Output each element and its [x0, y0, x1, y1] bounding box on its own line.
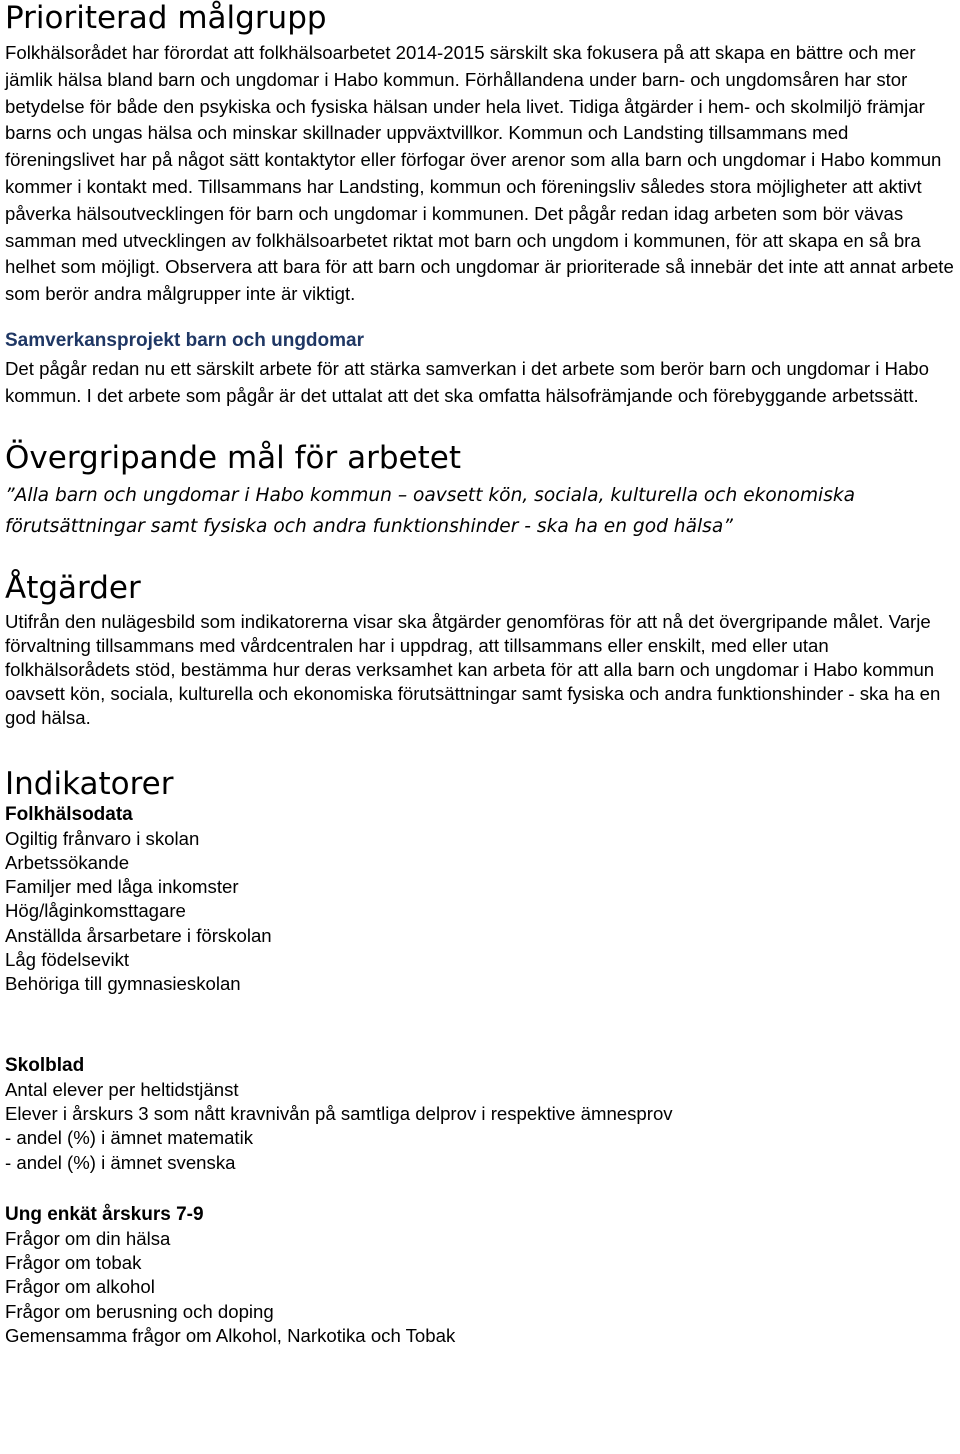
indicator-group-title: Skolblad	[5, 1054, 85, 1076]
list-item: - andel (%) i ämnet svenska	[5, 1151, 236, 1173]
indicator-list	[5, 827, 954, 997]
heading-prioriterad-malgrupp: Prioriterad målgrupp	[5, 0, 327, 36]
list-item: Elever i årskurs 3 som nått kravnivån på samtliga delprov i respektive ämnesprov	[5, 1102, 673, 1124]
list-item: Antal elever per heltidstjänst	[5, 1078, 239, 1100]
list-item: Hög/låginkomsttagare	[5, 900, 186, 922]
list-item: Familjer med låga inkomster	[5, 876, 239, 898]
heading-atgarder: Åtgärder	[5, 569, 141, 606]
goal-statement: ”Alla barn och ungdomar i Habo kommun – oavsett kön, sociala, kulturella och ekonomiska förutsättningar samt fysiska och andra funktionshinder - ska ha en god hälsa”	[5, 484, 856, 537]
indicator-list	[5, 1227, 954, 1348]
paragraph-prioriterad: Folkhälsorådet har förordat att folkhälsoarbetet 2014-2015 särskilt ska fokusera på att skapa en bättre och mer jämlik hälsa bland barn och ungdomar i Habo kommun. Förhållandena under barn- och ungdomsåren har stor betydelse för både den psykiska och fysiska hälsan under hela livet. Tidiga åtgärder i hem- och skolmiljö främjar barns och ungas hälsa och minskar skillnader uppväxtvillkor. Kommun och Landsting tillsammans med föreningslivet har på något sätt kontaktytor eller förfogar över arenor som alla barn och ungdomar i Habo kommun kommer i kontakt med. Tillsammans har Landsting, kommun och föreningsliv således stora möjligheter att aktivt påverka hälsoutvecklingen för barn och ungdomar i kommunen. Det pågår redan idag arbeten som bör vävas samman med utvecklingen av folkhälsoarbetet riktat mot barn och ungdom i kommunen, för att skapa en så bra helhet som möjligt. Observera att bara för att barn och ungdomar är prioriterade så innebär det inte att annat arbete som berör andra målgrupper inte är viktigt.	[5, 42, 954, 305]
list-item: Frågor om berusning och doping	[5, 1300, 274, 1322]
list-item: - andel (%) i ämnet matematik	[5, 1127, 254, 1149]
list-item: Arbetssökande	[5, 851, 130, 873]
heading-indikatorer: Indikatorer	[5, 765, 174, 802]
list-item: Ogiltig frånvaro i skolan	[5, 827, 200, 849]
indicator-group-title: Folkhälsodata	[5, 803, 133, 825]
indicator-group-title: Ung enkät årskurs 7-9	[5, 1203, 204, 1225]
indicator-group-ung-enkat	[5, 1202, 954, 1348]
indicator-group-skolblad	[5, 1053, 954, 1175]
list-item: Behöriga till gymnasieskolan	[5, 973, 241, 995]
heading-samverkansprojekt: Samverkansprojekt barn och ungdomar	[5, 329, 364, 351]
list-item: Frågor om tobak	[5, 1252, 142, 1274]
list-item: Frågor om din hälsa	[5, 1227, 171, 1249]
paragraph-samverkan: Det pågår redan nu ett särskilt arbete för att stärka samverkan i det arbete som berör barn och ungdomar i Habo kommun. I det arbete som pågår är det uttalat att det ska omfatta hälsofrämjande och förebyggande arbetssätt.	[5, 357, 929, 406]
heading-overgripande-mal: Övergripande mål för arbetet	[5, 439, 461, 476]
indicator-list	[5, 1078, 954, 1175]
indicator-group-folkhalsodata	[5, 802, 954, 997]
list-item: Anställda årsarbetare i förskolan	[5, 924, 272, 946]
list-item: Gemensamma frågor om Alkohol, Narkotika och Tobak	[5, 1325, 456, 1347]
paragraph-atgarder: Utifrån den nulägesbild som indikatorerna visar ska åtgärder genomföras för att nå det övergripande målet. Varje förvaltning tillsammans med vårdcentralen har i uppdrag, att tillsammans eller enskilt, med eller utan folkhälsorådets stöd, bestämma hur deras verksamhet kan arbeta för att alla barn och ungdomar i Habo kommun oavsett kön, sociala, kulturella och ekonomiska förutsättningar samt fysiska och andra funktionshinder - ska ha en god hälsa.	[5, 610, 941, 728]
list-item: Frågor om alkohol	[5, 1276, 155, 1298]
list-item: Låg födelsevikt	[5, 949, 130, 971]
